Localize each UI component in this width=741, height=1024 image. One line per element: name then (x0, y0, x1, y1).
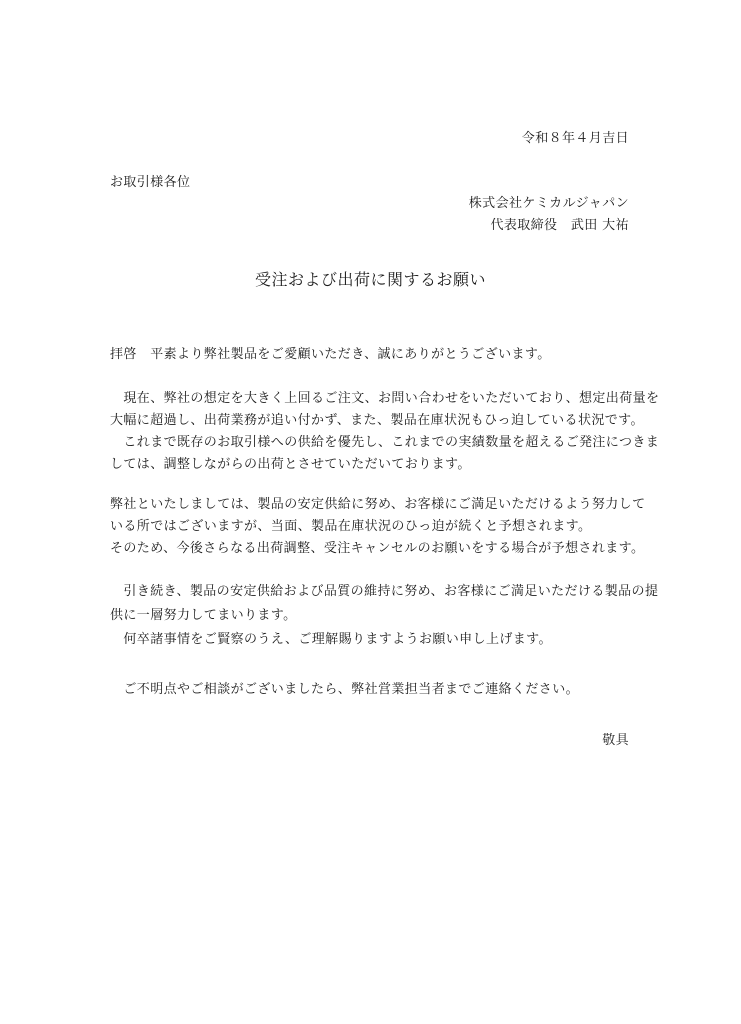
paragraph-3-line: 引き続き、製品の安定供給および品質の維持に努め、お客様にご満足いただける製品の提 (110, 584, 659, 599)
paragraph-2-line: そのため、今後さらなる出荷調整、受注キャンセルのお願いをする場合が予想されます。 (110, 541, 645, 556)
paragraph-1-line: 現在、弊社の想定を大きく上回るご注文、お問い合わせをいただいており、想定出荷量を (110, 391, 660, 406)
paragraph-2-line: 弊社といたしましては、製品の安定供給に努め、お客様にご満足いただけるよう努力して (110, 497, 646, 512)
sender-representative: 代表取締役 武田 大祐 (490, 218, 629, 233)
letter-date: 令和８年４月吉日 (521, 131, 629, 146)
greeting: 拝啓 平素より弊社製品をご愛顧いただき、誠にありがとうございます。 (110, 347, 551, 362)
letter-title: 受注および出荷に関するお願い (254, 270, 486, 289)
paragraph-1-line: しては、調整しながらの出荷とさせていただいております。 (110, 457, 471, 472)
recipient: お取引様各位 (110, 175, 191, 190)
contact-note: ご不明点やご相談がございましたら、弊社営業担当者までご連絡ください。 (110, 682, 580, 697)
paragraph-1-line: 大幅に超過し、出荷業務が追い付かず、また、製品在庫状況もひっ迫している状況です。 (110, 413, 644, 428)
paragraph-3-line: 何卒諸事情をご賢察のうえ、ご理解賜りますようお願い申し上げます。 (110, 632, 552, 647)
sender-company: 株式会社ケミカルジャパン (468, 196, 629, 211)
closing: 敬具 (602, 733, 629, 748)
paragraph-1-line: これまで既存のお取引様への供給を優先し、これまでの実績数量を超えるご発注につきま (110, 435, 660, 450)
paragraph-2-line: いる所ではございますが、当面、製品在庫状況のひっ迫が続くと予想されます。 (110, 519, 592, 534)
paragraph-3-line: 供に一層努力してまいります。 (110, 608, 297, 623)
